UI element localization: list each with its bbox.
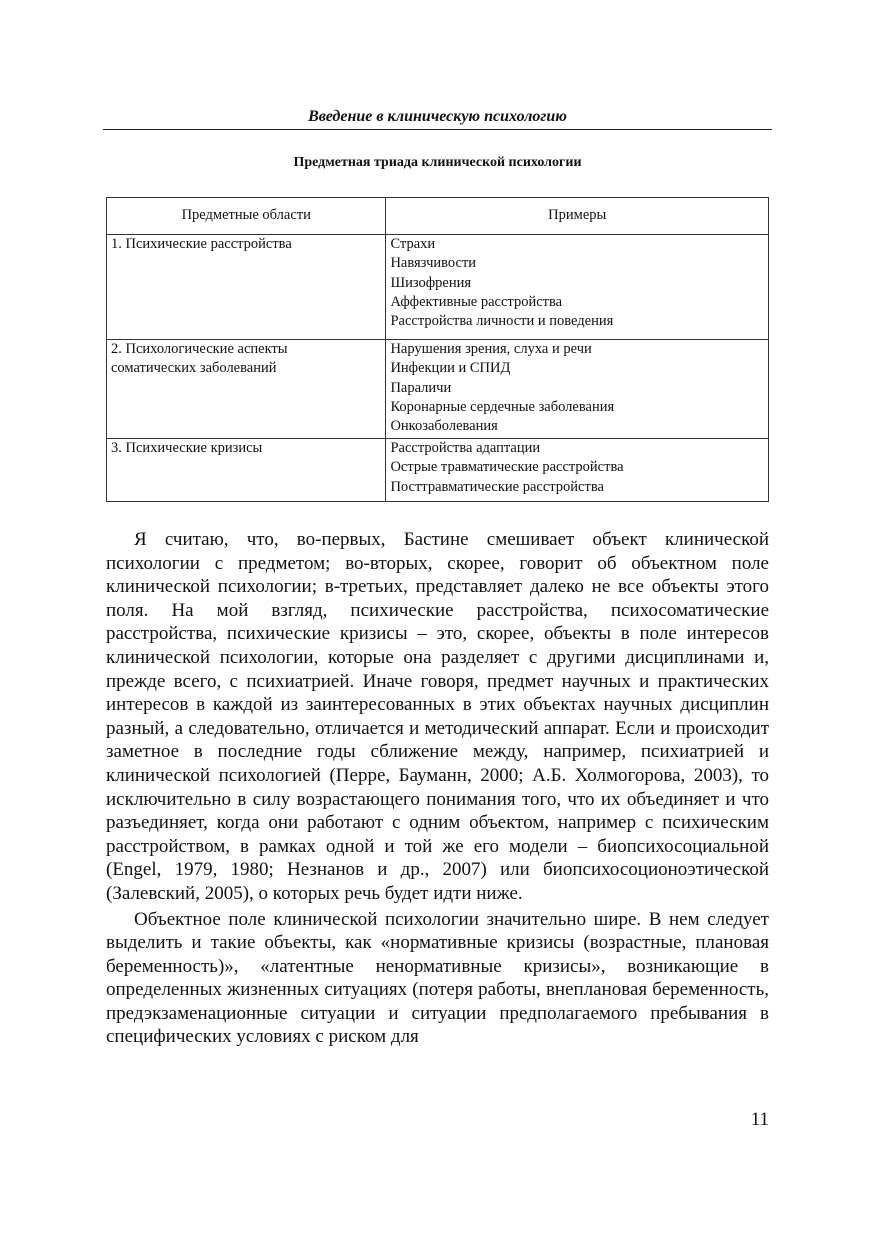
column-header-examples: Примеры	[386, 198, 769, 235]
example-item: Нарушения зрения, слуха и речи	[390, 341, 592, 357]
subject-area-label: 2. Психологические аспекты	[111, 341, 288, 357]
body-paragraph: Объектное поле клинической психологии значительно шире. В нем следует выделить и такие объекты, как «нормативные кризисы (возрастные, плановая беременность)», «латентные ненормативные кризисы», возникающие в определенных жизненных ситуациях (потеря работы, внеплановая беременность, предэкзаменационные ситуации и ситуации предполагаемого пребывания в специфических условиях с риском для	[106, 908, 769, 1048]
running-header-title: Введение в клиническую психологию	[308, 108, 567, 125]
page-number: 11	[750, 1109, 769, 1130]
subject-triad-table	[106, 197, 769, 502]
table-header-row	[107, 198, 769, 235]
example-item: Острые травматические расстройства	[390, 459, 624, 476]
example-item: Посттравматические расстройства	[390, 478, 604, 495]
subject-area-cell	[107, 235, 386, 340]
table-row	[107, 235, 769, 340]
example-item: Шизофрения	[390, 274, 472, 291]
examples-cell	[386, 439, 769, 502]
body-text	[106, 528, 769, 1049]
table-caption: Предметная триада клинической психологии	[293, 155, 582, 170]
header-divider	[103, 129, 772, 130]
example-item: Коронарные сердечные заболевания	[390, 398, 615, 415]
examples-cell	[386, 235, 769, 340]
examples-cell	[386, 340, 769, 439]
example-item: Аффективные расстройства	[390, 293, 563, 310]
example-item: Расстройства адаптации	[390, 440, 541, 456]
example-item: Параличи	[390, 379, 452, 396]
body-paragraph: Я считаю, что, во-первых, Бастине смешивает объект клинической психологии с предметом; во-вторых, скорее, говорит об объектном поле клинической психологии; в-третьих, представляет далеко не все объекты этого поля. На мой взгляд, психические расстройства, психосоматические расстройства, психические кризисы – это, скорее, объекты в поле интересов клинической психологии, которые она разделяет с другими дисциплинами и, прежде всего, с психиатрией. Иначе говоря, предмет научных и практических интересов в каждой из заинтересованных в этих объектах научных дисциплин разный, а следовательно, отличается и методический аппарат. Если и происходит заметное в последние годы сближение между, например, психиатрией и клинической психологией (Перре, Бауманн, 2000; А.Б. Холмогорова, 2003), то исключительно в силу возрастающего понимания того, что их объединяет и что разъединяет, когда они работают с одним объектом, например с психическим расстройством, в рамках одной и той же его модели – биопсихосоциальной (Engel, 1979, 1980; Незнанов и др., 2007) или биопсихосоционоэтической (Залевский, 2005), о которых речь будет идти ниже.	[106, 529, 769, 904]
table-row	[107, 439, 769, 502]
subject-area-label: соматических заболеваний	[111, 360, 277, 377]
subject-area-cell	[107, 439, 386, 502]
example-item: Навязчивости	[390, 255, 477, 272]
example-item: Расстройства личности и поведения	[390, 313, 614, 330]
subject-area-label: 1. Психические расстройства	[111, 236, 292, 252]
subject-area-cell	[107, 340, 386, 439]
column-header-areas: Предметные области	[107, 198, 386, 235]
example-item: Страхи	[390, 236, 436, 252]
example-item: Онкозаболевания	[390, 418, 498, 435]
subject-area-label: 3. Психические кризисы	[111, 440, 263, 456]
table-row	[107, 340, 769, 439]
example-item: Инфекции и СПИД	[390, 360, 511, 377]
